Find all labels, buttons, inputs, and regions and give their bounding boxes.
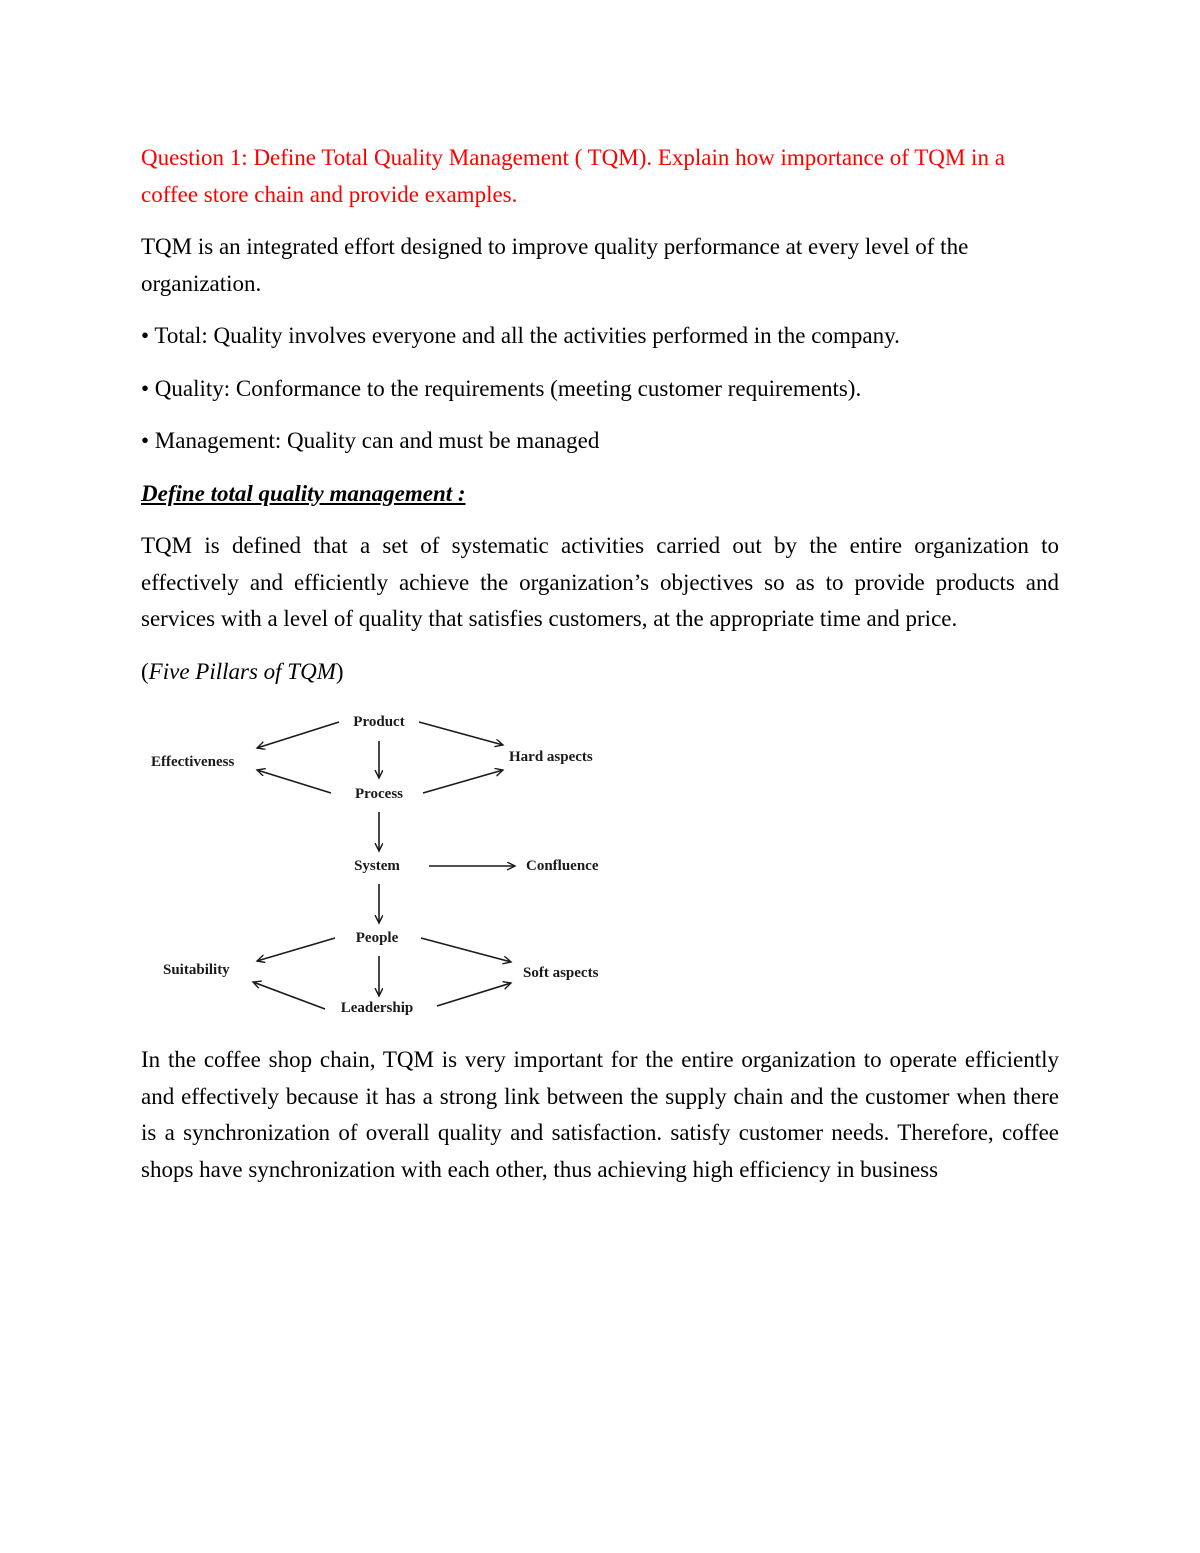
definition-paragraph: TQM is defined that a set of systematic activities carried out by the entire organization to effectively and efficiently achieve the organization’s objectives so as to provide products and services with a level of quality that satisfies customers, at the appropriate time and price. — [141, 533, 1059, 631]
bullet-quality: • Quality: Conformance to the requirements (meeting customer requirements). — [141, 375, 862, 401]
document-page — [141, 140, 1059, 1204]
arrow-people-suitability — [257, 938, 335, 961]
arrow-leadership-soft-aspects — [437, 983, 511, 1006]
node-effectiveness: Effectiveness — [151, 754, 235, 770]
arrow-product-effectiveness — [257, 722, 339, 748]
node-product: Product — [353, 714, 405, 730]
arrow-people-soft-aspects — [421, 938, 511, 962]
node-leadership: Leadership — [340, 1000, 414, 1016]
bullet-total: • Total: Quality involves everyone and all the activities performed in the company. — [141, 323, 900, 348]
bullet-management: • Management: Quality can and must be managed — [141, 428, 600, 453]
definition-heading: Define total quality management : — [141, 480, 466, 506]
node-people: People — [355, 930, 399, 946]
conclusion-paragraph: In the coffee shop chain, TQM is very important for the entire organization to operate efficiently and effectively because it has a strong link between the supply chain and the customer when there is a synchronization of overall quality and satisfaction. satisfy customer needs. Therefore, coffee shops have synchronization with each other, thus achieving high efficiency in business — [141, 1047, 1059, 1182]
node-suitability: Suitability — [163, 962, 230, 978]
caption-title: Five Pillars of TQM — [148, 658, 336, 684]
figure-caption — [141, 654, 1059, 691]
caption-close: ) — [335, 658, 344, 684]
five-pillars-diagram — [141, 706, 621, 1026]
arrow-process-hard-aspects — [423, 770, 503, 793]
node-hard-aspects: Hard aspects — [509, 749, 593, 765]
node-process: Process — [354, 786, 404, 802]
node-system: System — [354, 858, 400, 874]
intro-paragraph: TQM is an integrated effort designed to improve quality performance at every level of the organization. — [141, 234, 969, 296]
question-text: Question 1: Define Total Quality Management ( TQM). Explain how importance of TQM in a coffee store chain and provide examples. — [141, 145, 1005, 207]
arrow-leadership-suitability — [253, 982, 325, 1009]
arrow-product-hard-aspects — [419, 722, 503, 745]
caption-open: ( — [141, 658, 149, 684]
node-confluence: Confluence — [526, 858, 599, 874]
node-soft-aspects: Soft aspects — [523, 965, 599, 981]
arrow-process-effectiveness — [257, 770, 331, 793]
